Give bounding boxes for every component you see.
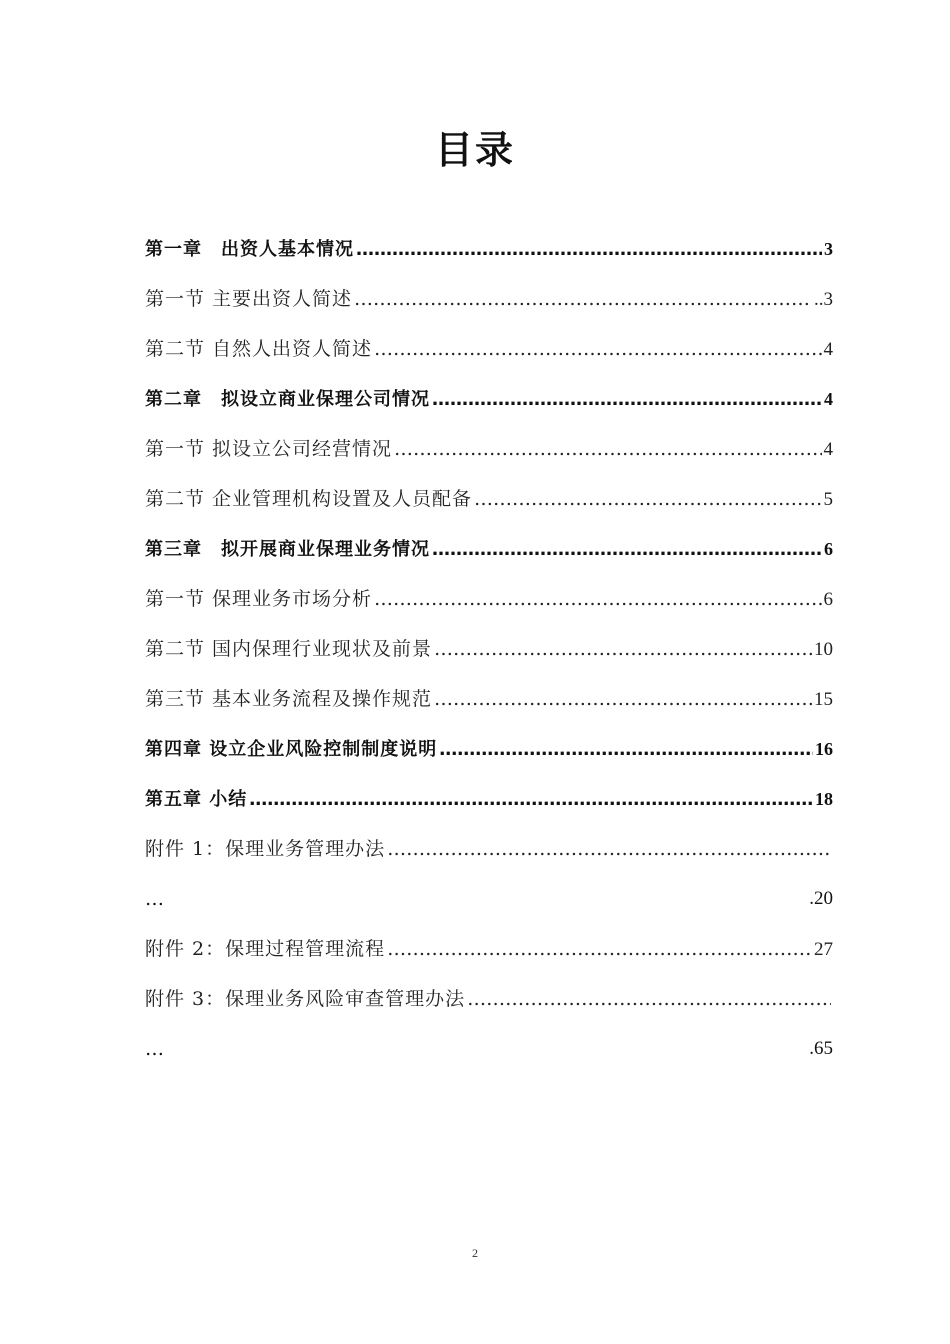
toc-entry-section-2-1[interactable] xyxy=(145,434,833,464)
toc-entry-page: 4 xyxy=(824,389,833,409)
toc-entry-page: 4 xyxy=(823,439,833,460)
toc-leader-dots xyxy=(432,535,822,564)
toc-entry-label: 第二节 国内保理行业现状及前景 xyxy=(145,638,433,660)
toc-leader-dots xyxy=(432,385,822,414)
toc-entry-page: 15 xyxy=(814,689,833,710)
toc-entry-appendix-3[interactable] xyxy=(145,984,833,1014)
toc-leader-dots-continuation: … xyxy=(145,888,164,910)
toc-leader-dots xyxy=(374,334,821,364)
toc-entry-section-2-2[interactable] xyxy=(145,484,833,514)
toc-leader-dots xyxy=(387,934,812,964)
toc-leader-dots xyxy=(467,984,831,1014)
toc-entry-page: 18 xyxy=(815,789,833,809)
toc-leader-dots xyxy=(374,584,821,614)
toc-entry-page: 4 xyxy=(823,339,833,360)
toc-entry-label: 第五章 小结 xyxy=(145,789,248,810)
toc-entry-chapter-2[interactable] xyxy=(145,384,833,414)
toc-entry-chapter-5[interactable] xyxy=(145,784,833,814)
toc-entry-label: 第二节 自然人出资人简述 xyxy=(145,338,373,360)
toc-entry-label: 附件 3：保理业务风险审查管理办法 xyxy=(145,988,466,1010)
toc-entry-page: .20 xyxy=(809,888,833,909)
toc-entry-page: .65 xyxy=(809,1038,833,1059)
toc-entry-section-1-1[interactable] xyxy=(145,284,833,314)
toc-entry-page: 3 xyxy=(824,239,833,259)
toc-entry-label: 第三节 基本业务流程及操作规范 xyxy=(145,688,433,710)
toc-entry-label: 第四章 设立企业风险控制制度说明 xyxy=(145,739,438,760)
toc-entry-page: 27 xyxy=(814,939,833,960)
toc-entry-section-3-1[interactable] xyxy=(145,584,833,614)
toc-leader-dots xyxy=(439,735,813,764)
toc-entry-appendix-1-continuation[interactable] xyxy=(145,884,833,914)
toc-leader-dots-continuation: … xyxy=(145,1038,164,1060)
toc-leader-dots xyxy=(354,284,812,314)
toc-entry-label: 第一章 出资人基本情况 xyxy=(145,239,354,260)
toc-leader-dots xyxy=(249,785,813,814)
toc-entry-label: 第一节 拟设立公司经营情况 xyxy=(145,438,393,460)
toc-entry-label: 第二章 拟设立商业保理公司情况 xyxy=(145,389,430,410)
toc-entry-page: 6 xyxy=(824,539,833,559)
toc-entry-chapter-4[interactable] xyxy=(145,734,833,764)
toc-leader-dots xyxy=(387,834,831,864)
toc-entry-label: 第一节 主要出资人简述 xyxy=(145,288,353,310)
toc-entry-page: 6 xyxy=(823,589,833,610)
toc-entry-label: 第三章 拟开展商业保理业务情况 xyxy=(145,539,430,560)
toc-entry-label: 附件 2：保理过程管理流程 xyxy=(145,938,386,960)
toc-leader-dots xyxy=(394,434,821,464)
toc-entry-appendix-1[interactable] xyxy=(145,834,833,864)
toc-entry-page: 5 xyxy=(823,489,833,510)
toc-leader-dots xyxy=(434,634,812,664)
toc-entry-page: ..3 xyxy=(814,289,833,310)
toc-entry-page: 10 xyxy=(814,639,833,660)
toc-entry-label: 附件 1：保理业务管理办法 xyxy=(145,838,386,860)
toc-entry-chapter-1[interactable] xyxy=(145,234,833,264)
page-number: 2 xyxy=(472,1246,478,1260)
toc-entry-label: 第二节 企业管理机构设置及人员配备 xyxy=(145,488,473,510)
toc-entry-appendix-2[interactable] xyxy=(145,934,833,964)
toc-entry-section-3-2[interactable] xyxy=(145,634,833,664)
toc-entry-page: 16 xyxy=(815,739,833,759)
toc-entry-label: 第一节 保理业务市场分析 xyxy=(145,588,373,610)
toc-entry-chapter-3[interactable] xyxy=(145,534,833,564)
toc-entry-appendix-3-continuation[interactable] xyxy=(145,1034,833,1064)
toc-leader-dots xyxy=(356,235,822,264)
toc-entry-section-1-2[interactable] xyxy=(145,334,833,364)
page-title: 目录 xyxy=(434,128,515,172)
toc-leader-dots xyxy=(474,484,821,514)
toc-leader-dots xyxy=(434,684,812,714)
toc-entry-section-3-3[interactable] xyxy=(145,684,833,714)
